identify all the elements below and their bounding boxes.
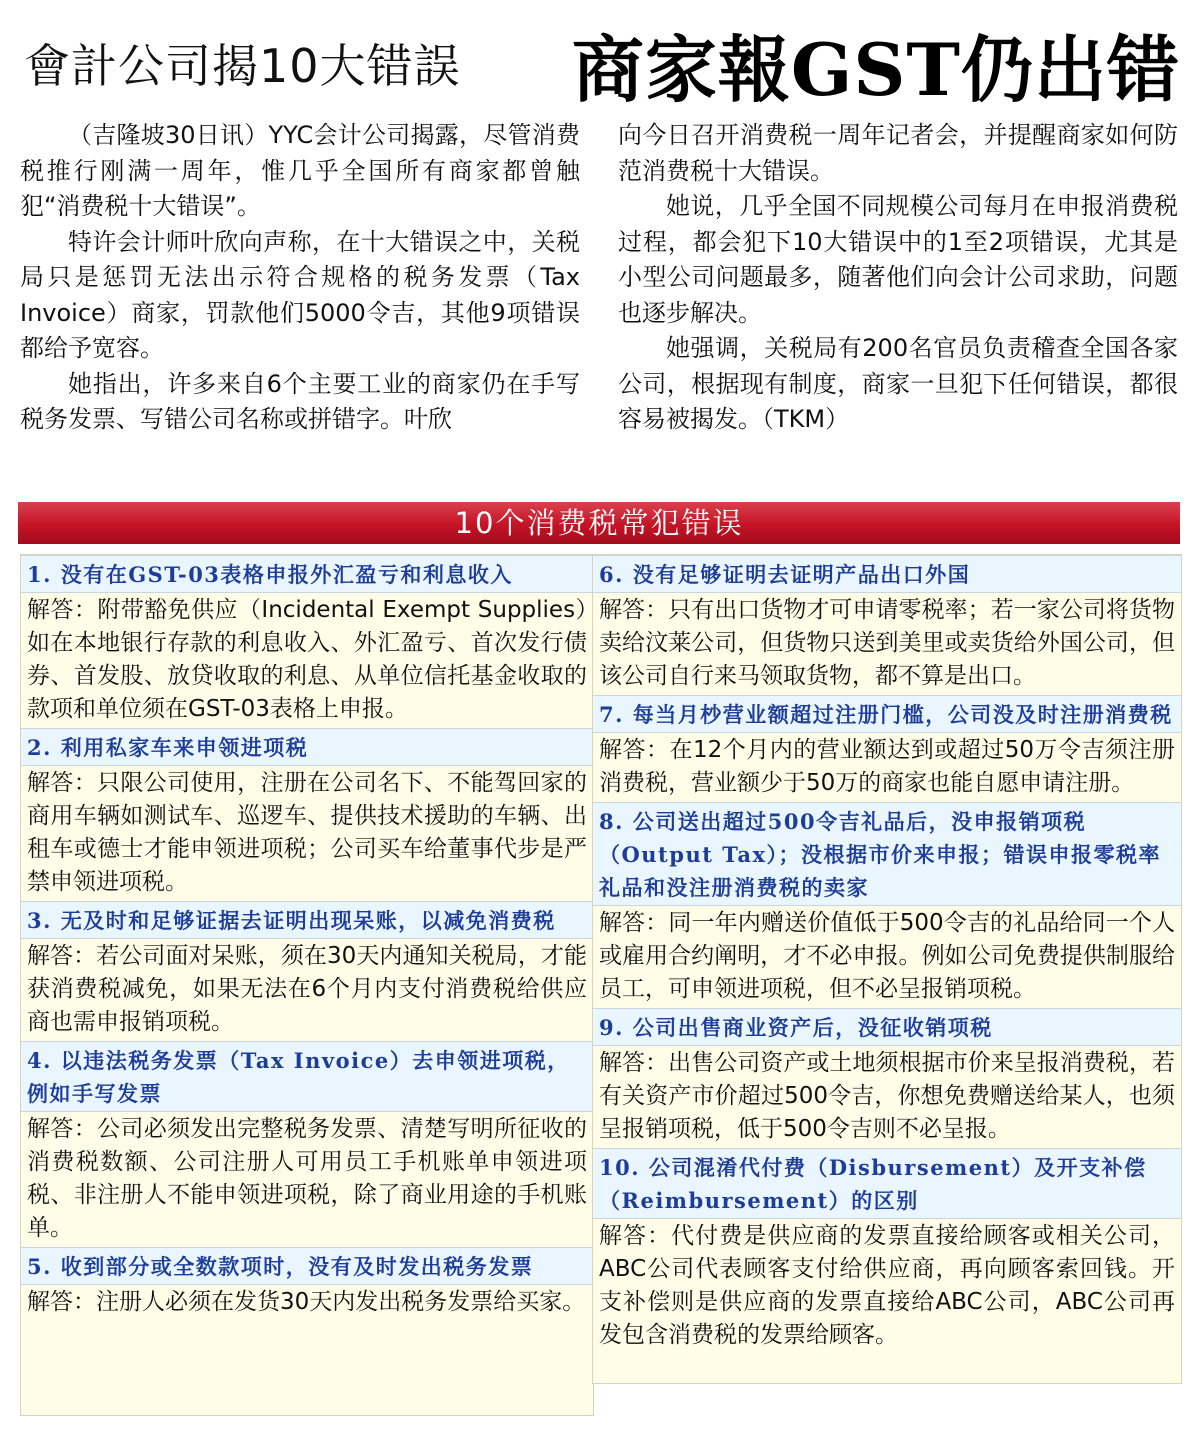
mistake-item [21,728,593,901]
article-paragraph: 她指出，许多来自6个主要工业的商家仍在手写税务发票、写错公司名称或拼错字。叶欣 [20,369,580,433]
sidebar-box-title: 10个消费税常犯错误 [18,502,1180,544]
mistake-answer: 解答：代付费是供应商的发票直接给顾客或相关公司，ABC公司代表顾客支付给供应商，再向顾客索回钱。开支补偿则是供应商的发票直接给ABC公司，ABC公司再发包含消费税的发票给顾客。 [599,1223,1175,1348]
mistake-question: 7. 每当月杪营业额超过注册门槛，公司没及时注册消费税 [593,695,1181,733]
headline-main: 商家報GST仍出错 [571,27,1180,112]
article-column-2 [618,118,1178,438]
mistake-item [593,802,1181,1008]
headline [20,6,1180,112]
article-paragraph: 她强调，关税局有200名官员负责稽查全国各家公司，根据现有制度，商家一旦犯下任何错误，都很容易被揭发。（TKM） [618,334,1178,433]
mistake-answer: 解答：在12个月内的营业额达到或超过50万令吉须注册消费税，营业额少于50万的商家也能自愿申请注册。 [599,737,1175,796]
article-paragraph: 特许会计师叶欣向声称，在十大错误之中，关税局只是惩罚无法出示符合规格的税务发票（Tax Invoice）商家，罚款他们5000令吉，其他9项错误都给予宽容。 [20,227,580,362]
mistake-item [593,1008,1181,1148]
mistake-question: 2. 利用私家车来申领进项税 [21,728,593,766]
mistake-question: 8. 公司送出超过500令吉礼品后，没申报销项税（Output Tax）；没根据市价来申报；错误申报零税率礼品和没注册消费税的卖家 [593,802,1181,906]
mistake-answer: 解答：附带豁免供应（Incidental Exempt Supplies）如在本地银行存款的利息收入、外汇盈亏、首次发行债券、首发股、放贷收取的利息、从单位信托基金收取的款项和单位须在GST-03表格上申报。 [27,597,587,722]
mistake-question: 4. 以违法税务发票（Tax Invoice）去申领进项税，例如手写发票 [21,1041,593,1112]
mistake-item [21,555,593,728]
article-paragraph-continued: 向今日召开消费税一周年记者会，并提醒商家如何防范消费税十大错误。 [618,121,1178,185]
article-column-1 [20,118,580,438]
mistake-answer: 解答：只限公司使用，注册在公司名下、不能驾回家的商用车辆如测试车、巡逻车、提供技术援助的车辆、出租车或德士才能申领进项税；公司买车给董事代步是严禁申领进项税。 [27,770,587,895]
article-paragraph: （吉隆坡30日讯）YYC会计公司揭露，尽管消费税推行刚满一周年，惟几乎全国所有商家都曾触犯“消费税十大错误”。 [20,121,580,220]
mistake-answer: 解答：出售公司资产或土地须根据市价来呈报消费税，若有关资产市价超过500令吉，你想免费赠送给某人，也须呈报销项税，低于500令吉则不必呈报。 [599,1050,1175,1142]
mistake-answer: 解答：同一年内赠送价值低于500令吉的礼品给同一个人或雇用合约阐明，才不必申报。例如公司免费提供制服给员工，可申领进项税，但不必呈报销项税。 [599,910,1175,1002]
mistakes-column-left [20,554,594,1416]
article-paragraph: 她说，几乎全国不同规模公司每月在申报消费税过程，都会犯下10大错误中的1至2项错误，尤其是小型公司问题最多，随著他们向会计公司求助，问题也逐步解决。 [618,192,1178,327]
mistake-question: 5. 收到部分或全数款项时，没有及时发出税务发票 [21,1247,593,1285]
mistake-question: 3. 无及时和足够证据去证明出现呆账，以减免消费税 [21,901,593,939]
mistake-answer: 解答：只有出口货物才可申请零税率；若一家公司将货物卖给汶莱公司，但货物只送到美里或卖货给外国公司，但该公司自行来马领取货物，都不算是出口。 [599,597,1175,689]
headline-kicker: 會計公司揭10大错誤 [24,39,461,93]
mistake-item [593,1148,1181,1354]
mistake-question: 9. 公司出售商业资产后，没征收销项税 [593,1008,1181,1046]
mistake-question: 10. 公司混淆代付费（Disbursement）及开支补偿（Reimbursement）的区别 [593,1148,1181,1219]
mistake-item [21,1041,593,1247]
mistake-item [21,901,593,1041]
mistake-question: 1. 没有在GST-03表格申报外汇盈亏和利息收入 [21,555,593,593]
mistake-item [593,695,1181,802]
mistake-answer: 解答：若公司面对呆账，须在30天内通知关税局，才能获消费税减免，如果无法在6个月内支付消费税给供应商也需申报销项税。 [27,943,587,1035]
mistake-item [593,555,1181,695]
mistake-answer: 解答：公司必须发出完整税务发票、清楚写明所征收的消费税数额、公司注册人可用员工手机账单申领进项税、非注册人不能申领进项税，除了商业用途的手机账单。 [27,1116,587,1241]
mistake-question: 6. 没有足够证明去证明产品出口外国 [593,555,1181,593]
mistake-item [21,1247,593,1321]
mistakes-column-right [592,554,1182,1384]
mistake-answer: 解答：注册人必须在发货30天内发出税务发票给买家。 [27,1289,586,1315]
